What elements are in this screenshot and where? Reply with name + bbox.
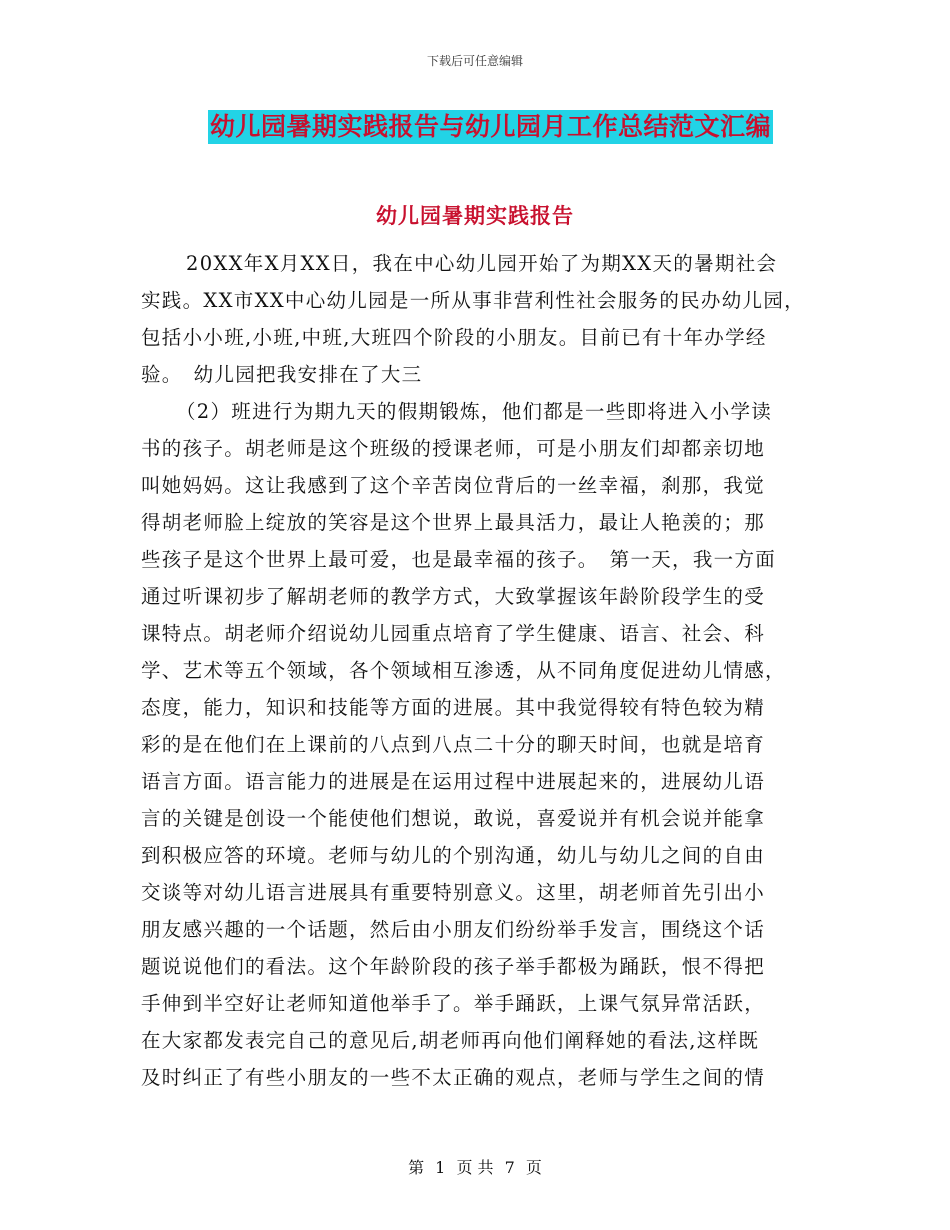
body-line: 到积极应答的环境。老师与幼儿的个别沟通，幼儿与幼儿之间的自由 [141,844,766,867]
body-line: 包括小小班,小班,中班,大班四个阶段的小朋友。目前已有十年办学经 [141,326,767,349]
page-footer [0,1155,950,1178]
body-line: 题说说他们的看法。这个年龄阶段的孩子举手都极为踊跃，恨不得把 [141,955,766,978]
footer-mid: 页 共 [456,1158,494,1177]
footer-prefix: 第 [408,1158,425,1177]
body-line: 手伸到半空好让老师知道他举手了。举手踊跃，上课气氛异常活跃， [141,992,766,1015]
body-line: 及时纠正了有些小朋友的一些不太正确的观点，老师与学生之间的情 [141,1066,766,1089]
body-line: 态度，能力，知识和技能等方面的进展。其中我觉得较有特色较为精 [141,696,766,719]
body-line: 课特点。胡老师介绍说幼儿园重点培育了学生健康、语言、社会、科 [141,622,766,645]
body-line: 通过听课初步了解胡老师的教学方式，大致掌握该年龄阶段学生的受 [141,585,766,608]
body-line: 实践。XX市XX中心幼儿园是一所从事非营利性社会服务的民办幼儿园， [141,289,805,312]
body-line: 20XX年X月XX日，我在中心幼儿园开始了为期XX天的暑期社会 [186,252,778,275]
body-line: 学、艺术等五个领域，各个领域相互渗透，从不同角度促进幼儿情感， [141,659,786,682]
footer-suffix: 页 [525,1158,542,1177]
body-line: 得胡老师脸上绽放的笑容是这个世界上最具活力，最让人艳羡的；那 [141,511,766,534]
body-line: （2）班进行为期九天的假期锻炼，他们都是一些即将进入小学读 [176,400,773,423]
body-line: 验。 幼儿园把我安排在了大三 [141,363,423,386]
footer-total-pages: 7 [504,1158,515,1177]
section-title: 幼儿园暑期实践报告 [376,204,574,228]
body-line: 彩的是在他们在上课前的八点到八点二十分的聊天时间，也就是培育 [141,733,766,756]
body-line: 语言方面。语言能力的进展是在运用过程中进展起来的，进展幼儿语 [141,770,766,793]
document-title-container [208,110,773,144]
document-title: 幼儿园暑期实践报告与幼儿园月工作总结范文汇编 [208,110,773,144]
footer-page-number: 1 [435,1158,446,1177]
body-line: 叫她妈妈。这让我感到了这个辛苦岗位背后的一丝幸福，刹那，我觉 [141,474,766,497]
body-line: 朋友感兴趣的一个话题，然后由小朋友们纷纷举手发言，围绕这个话 [141,918,766,941]
body-line: 些孩子是这个世界上最可爱，也是最幸福的孩子。 第一天，我一方面 [141,548,777,571]
body-line: 交谈等对幼儿语言进展具有重要特别意义。这里，胡老师首先引出小 [141,881,766,904]
body-line: 书的孩子。胡老师是这个班级的授课老师，可是小朋友们却都亲切地 [141,437,766,460]
body-line: 在大家都发表完自己的意见后,胡老师再向他们阐释她的看法,这样既 [141,1029,760,1052]
page-header-note: 下载后可任意编辑 [426,54,523,68]
body-line: 言的关键是创设一个能使他们想说，敢说，喜爱说并有机会说并能拿 [141,807,766,830]
